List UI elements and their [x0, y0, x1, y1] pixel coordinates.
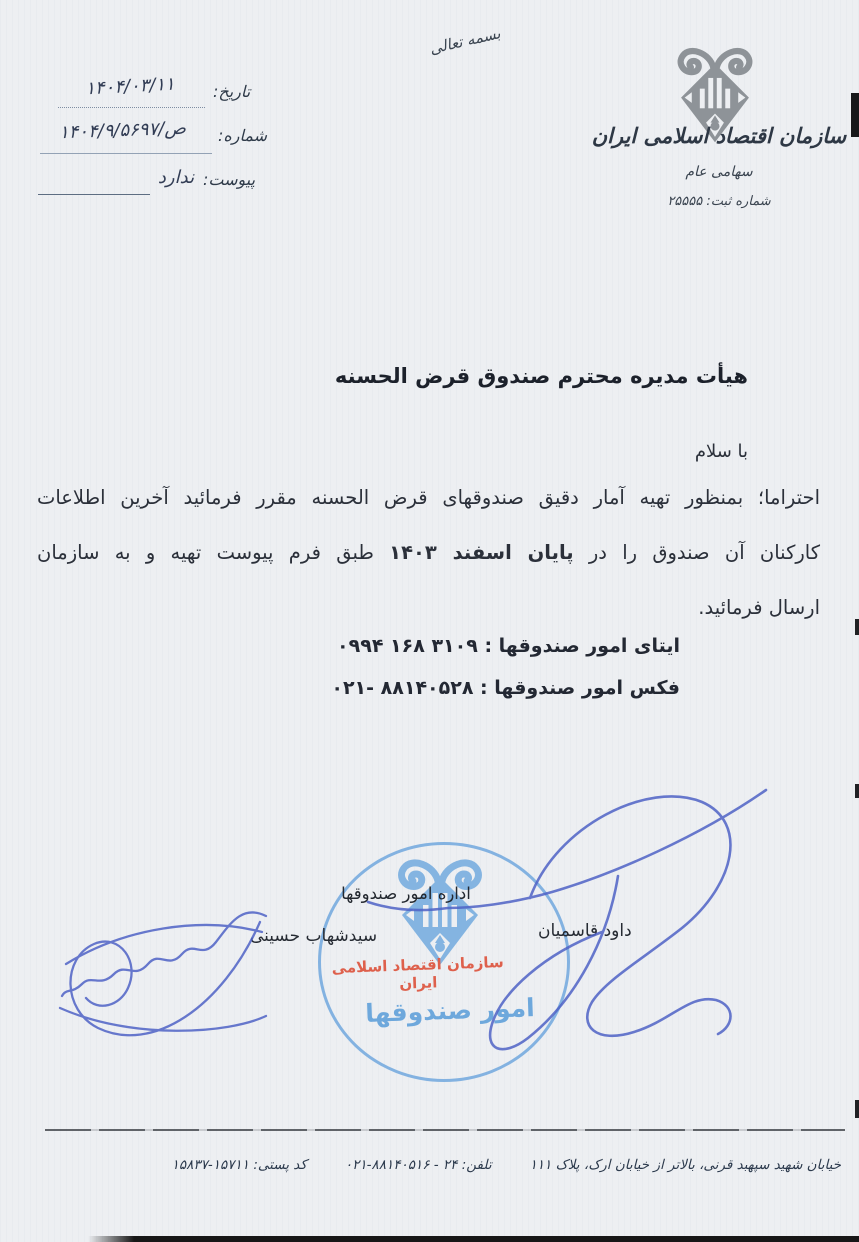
stamp-dept-text: امور صندوقها — [364, 993, 536, 1028]
scan-artifact-right-edge — [855, 784, 859, 798]
signer-name-right: داود قاسمیان — [538, 921, 632, 941]
salutation-line: با سلام — [694, 441, 748, 462]
body-line-3: ارسال فرمائید. — [698, 596, 820, 619]
number-underline — [40, 153, 212, 154]
number-value: ۱۴۰۴/ص/۹/۵۶۹۷ — [58, 117, 187, 144]
attachment-label: پیوست: — [203, 170, 256, 189]
footer-address: خیابان شهید سپهبد قرنی، بالاتر از خیابان ارک، پلاک ۱۱۱ — [529, 1157, 841, 1173]
bismillah-text: بسمه تعالی — [427, 24, 503, 58]
scan-artifact-right-edge — [851, 93, 859, 137]
fax-number: ۰۲۱- ۸۸۱۴۰۵۲۸ — [331, 677, 474, 699]
footer-phone-value: ۰۲۱-۸۸۱۴۰۵۱۶ - ۲۴ — [344, 1157, 458, 1173]
letter-body — [37, 482, 820, 647]
body-line-1: احتراما؛ بمنظور تهیه آمار دقیق صندوقهای قرض الحسنه مقرر فرمائید آخرین اطلاعات — [37, 486, 820, 509]
recipient-line: هیأت مدیره محترم صندوق قرض الحسنه — [334, 364, 748, 388]
signer-name-left: سیدشهاب حسینی — [250, 926, 378, 946]
footer-divider — [45, 1129, 845, 1131]
footer-postal-value: ۱۵۸۳۷-۱۵۷۱۱ — [171, 1157, 250, 1173]
stamp-org-text: سازمان اقتصاد اسلامی ایران — [331, 953, 505, 993]
date-underline — [58, 107, 205, 108]
attachment-value: ندارد — [157, 167, 195, 188]
body-line-2: کارکنان آن صندوق را در پایان اسفند ۱۴۰۳ طبق فرم پیوست تهیه و به سازمان — [37, 541, 820, 564]
footer-phone-label: تلفن: — [461, 1157, 492, 1173]
date-label: تاریخ: — [213, 82, 251, 101]
footer-phone — [345, 1157, 492, 1173]
scan-artifact-bottom-shadow — [88, 1236, 859, 1242]
eitaa-label: ایتای امور صندوقها : — [477, 635, 680, 657]
footer — [40, 1142, 845, 1188]
fax-contact-line — [331, 677, 680, 699]
scan-artifact-right-edge — [855, 619, 859, 635]
org-registration — [585, 194, 853, 209]
eitaa-number: ۰۹۹۴ ۱۶۸ ۳۱۰۹ — [337, 635, 478, 657]
footer-postal — [172, 1157, 307, 1173]
body-line-2-bold: پایان اسفند ۱۴۰۳ — [389, 541, 574, 564]
org-registration-label: شماره ثبت: — [706, 194, 771, 209]
org-type: سهامی عام — [685, 164, 753, 180]
fax-label: فکس امور صندوقها : — [473, 677, 680, 699]
eitaa-contact-line — [337, 635, 680, 657]
date-value: ۱۴۰۴/۰۳/۱۱ — [84, 73, 176, 100]
number-label: شماره: — [218, 126, 268, 145]
scan-artifact-right-edge — [855, 1100, 859, 1118]
org-name: سازمان اقتصاد اسلامی ایران — [591, 124, 847, 148]
footer-postal-label: کد پستی: — [253, 1157, 307, 1173]
attachment-underline — [38, 194, 150, 195]
org-registration-value: ۲۵۵۵۵ — [667, 194, 703, 209]
stamp-logo-icon — [390, 852, 490, 970]
department-title: اداره امور صندوقها — [341, 884, 471, 903]
